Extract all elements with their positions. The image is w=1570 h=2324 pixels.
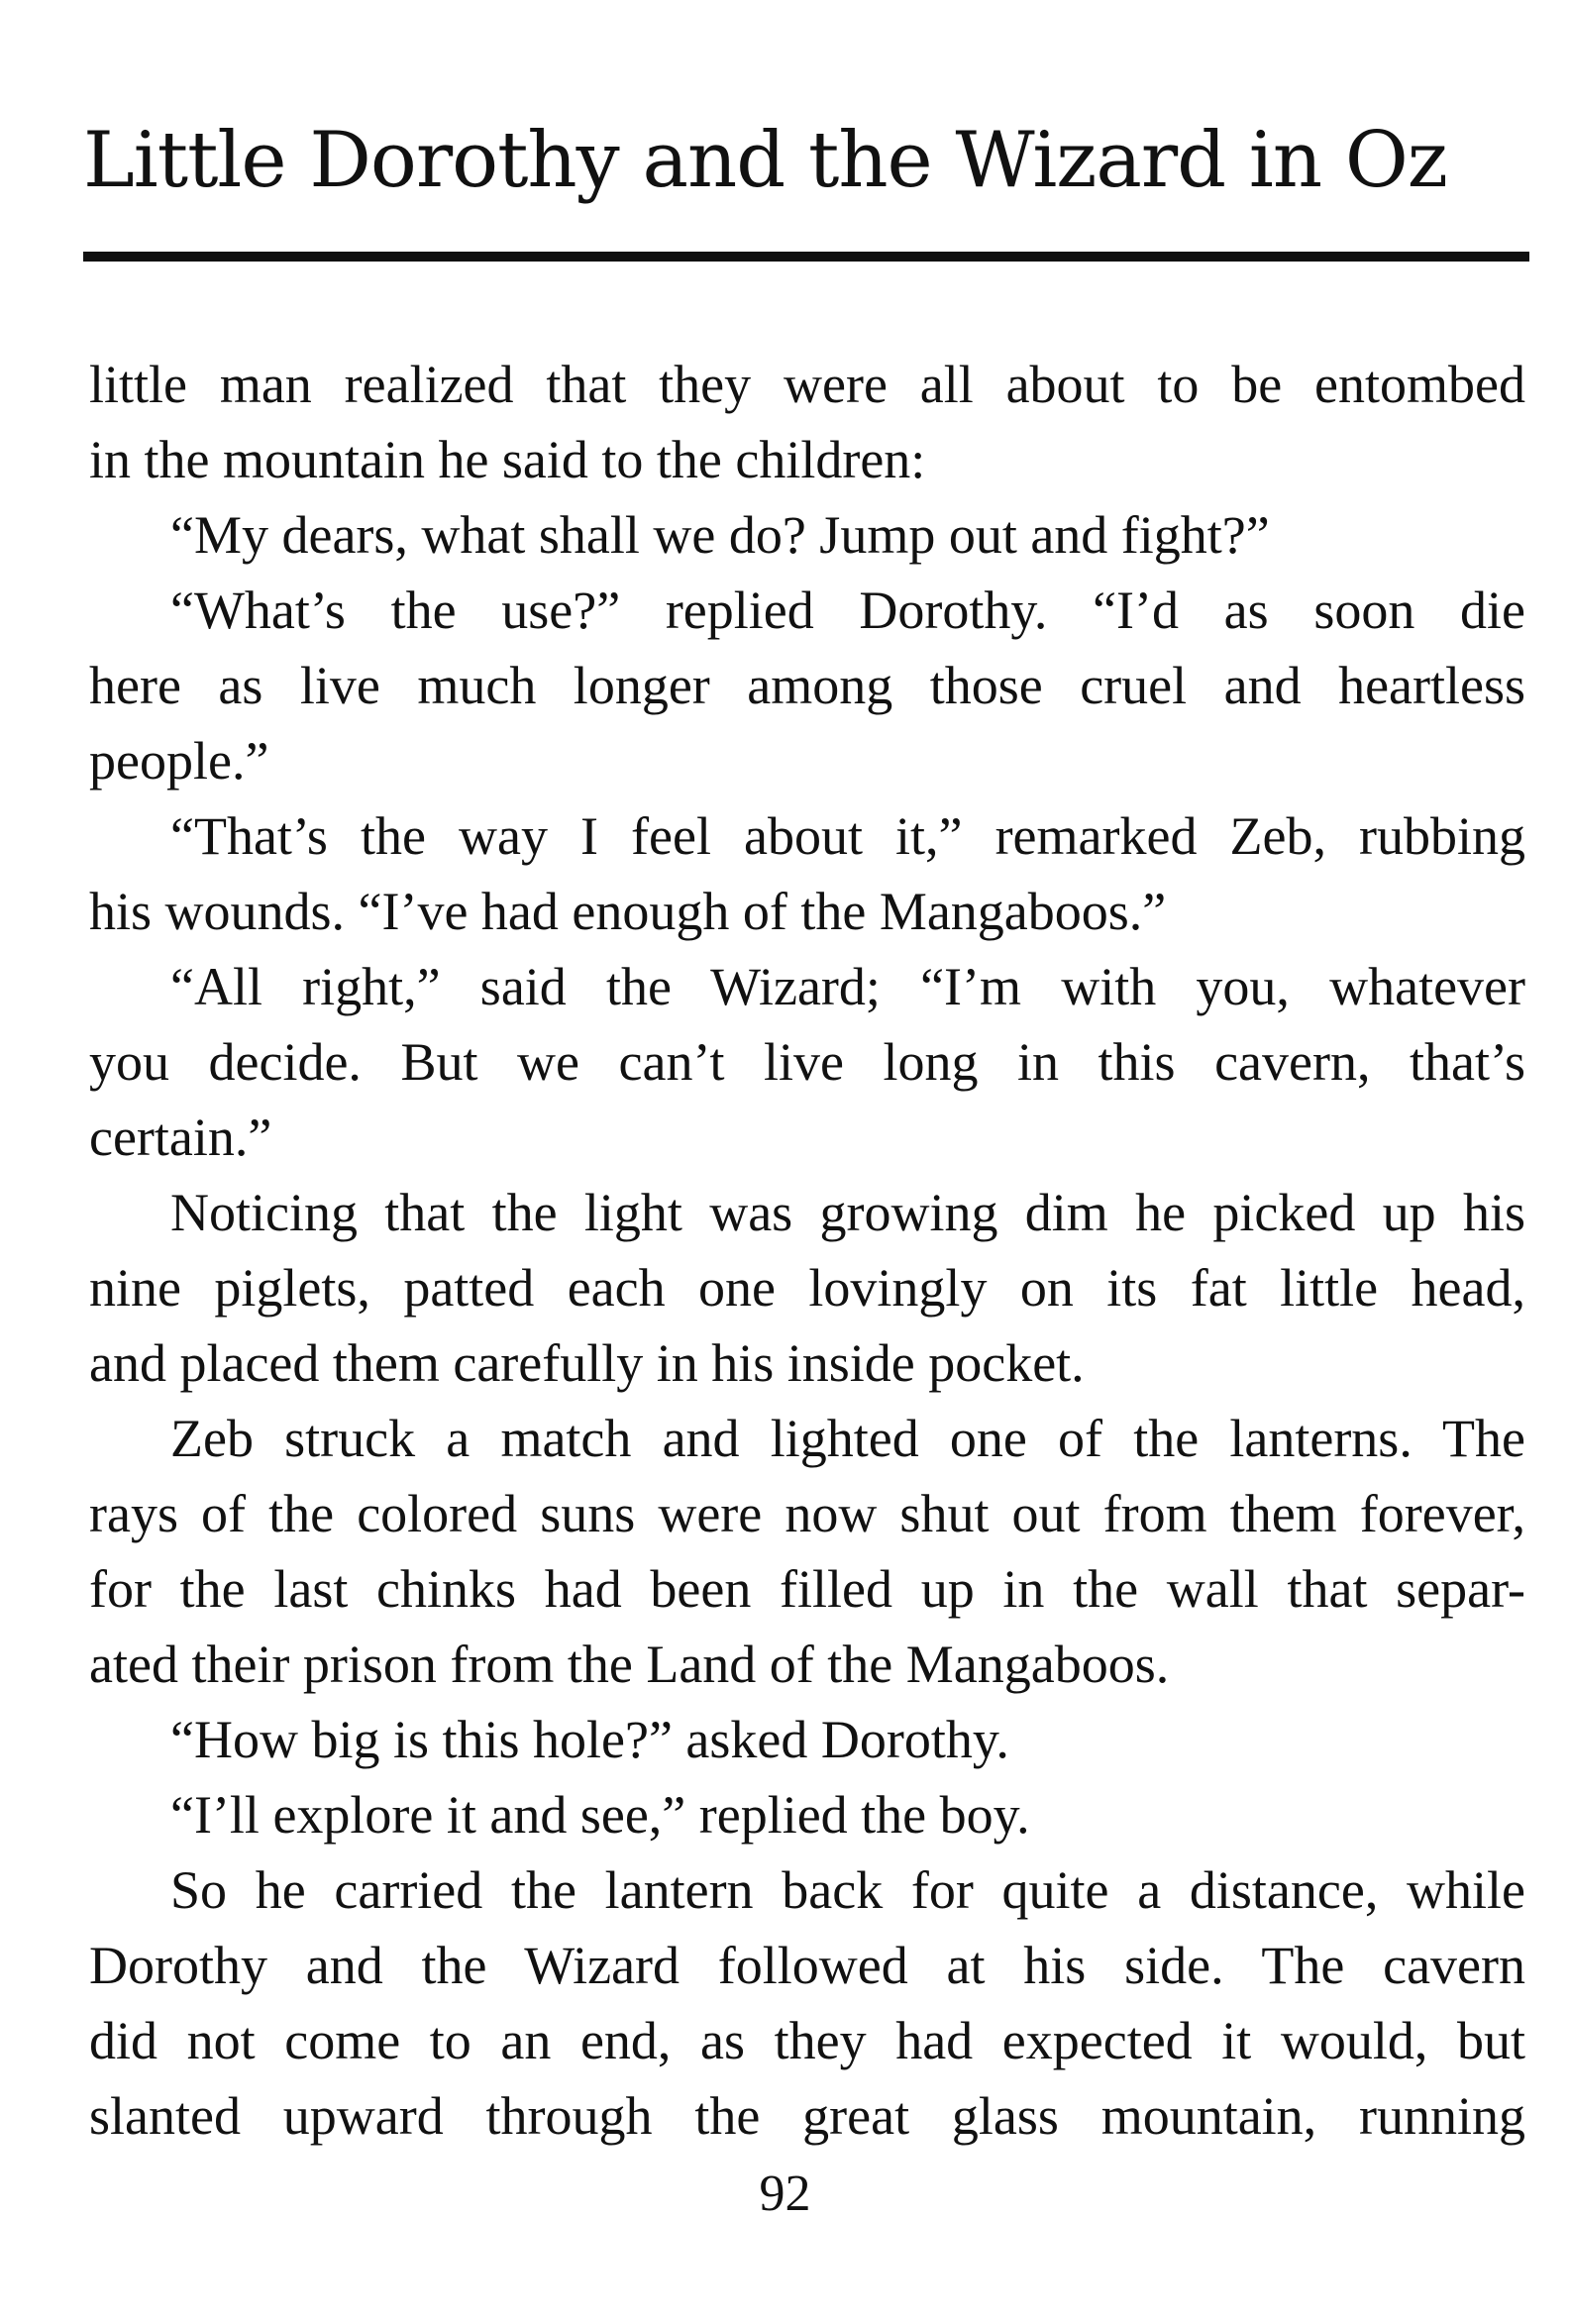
- page-number: 92: [759, 2166, 811, 2222]
- text-line: “All right,” said the Wizard; “I’m with you, whatever: [170, 957, 1525, 1016]
- text-line: slanted upward through the great glass mountain, running: [89, 2086, 1525, 2146]
- text-line: did not come to an end, as they had expected it would, but: [89, 2011, 1525, 2070]
- text-line: certain.”: [89, 1108, 272, 1167]
- paragraph: [89, 1777, 1525, 1852]
- paragraph: [89, 497, 1525, 573]
- paragraph: [89, 1175, 1525, 1401]
- paragraph: [89, 798, 1525, 949]
- paragraph: [89, 1401, 1525, 1702]
- paragraph: [89, 1702, 1525, 1777]
- paragraph: [89, 573, 1525, 798]
- text-line: rays of the colored suns were now shut out from them forever,: [89, 1484, 1525, 1543]
- text-line: “What’s the use?” replied Dorothy. “I’d as soon die: [170, 581, 1525, 640]
- text-line: for the last chinks had been filled up in the wall that separ-: [89, 1559, 1525, 1619]
- text-line: “I’ll explore it and see,” replied the boy.: [170, 1785, 1030, 1845]
- text-line: Dorothy and the Wizard followed at his side. The cavern: [89, 1936, 1525, 1995]
- text-line: “How big is this hole?” asked Dorothy.: [170, 1710, 1009, 1769]
- text-line: and placed them carefully in his inside pocket.: [89, 1333, 1085, 1393]
- text-line: here as live much longer among those cruel and heartless: [89, 656, 1525, 715]
- text-line: little man realized that they were all about to be entombed: [89, 355, 1525, 414]
- text-line: nine piglets, patted each one lovingly on its fat little head,: [89, 1258, 1525, 1318]
- text-line: ated their prison from the Land of the Mangaboos.: [89, 1635, 1170, 1694]
- header-rule: [83, 252, 1529, 262]
- text-line: So he carried the lantern back for quite a distance, while: [170, 1860, 1525, 1920]
- running-title: Little Dorothy and the Wizard in Oz: [83, 116, 1447, 205]
- text-line: people.”: [89, 731, 269, 791]
- text-line: his wounds. “I’ve had enough of the Mangaboos.”: [89, 882, 1167, 941]
- body-text: [89, 347, 1525, 2154]
- text-line: Zeb struck a match and lighted one of the lanterns. The: [170, 1409, 1525, 1468]
- paragraph: [89, 1852, 1525, 2154]
- text-line: you decide. But we can’t live long in this cavern, that’s: [89, 1032, 1525, 1092]
- text-line: Noticing that the light was growing dim he picked up his: [170, 1183, 1525, 1242]
- paragraph: [89, 347, 1525, 497]
- text-line: in the mountain he said to the children:: [89, 430, 926, 489]
- text-line: “My dears, what shall we do? Jump out and fight?”: [170, 505, 1270, 565]
- paragraph: [89, 949, 1525, 1175]
- text-line: “That’s the way I feel about it,” remarked Zeb, rubbing: [170, 806, 1525, 866]
